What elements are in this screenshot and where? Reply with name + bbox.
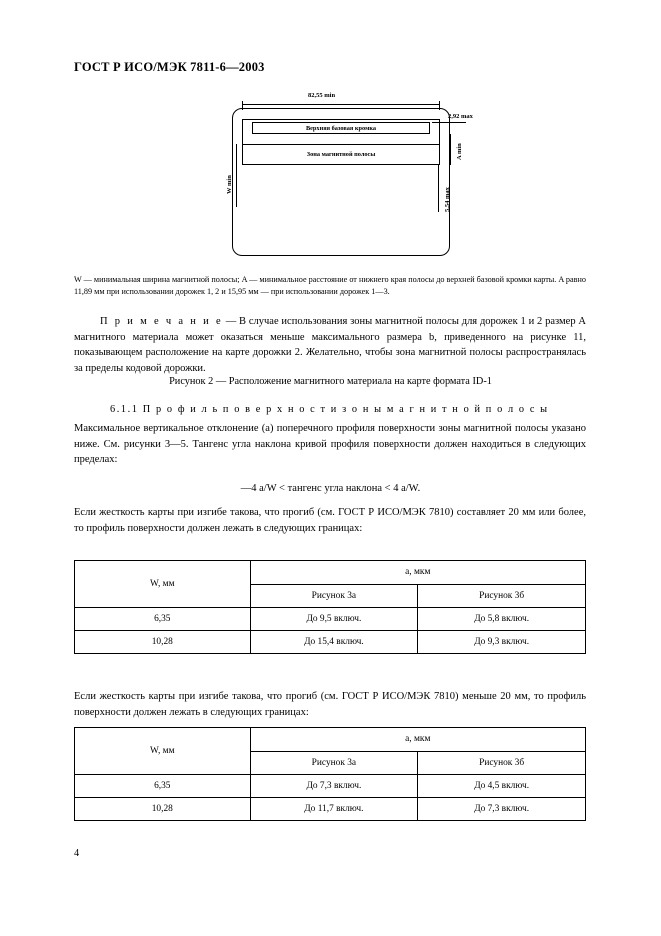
dimension-line-bottom-right: [438, 165, 439, 212]
note-text: — В случае использования зоны магнитной полосы для дорожек 1 и 2 размер A магнитного материала может оказаться меньше максимального размера b, приведенного на рисунке 11, показывающем расположение на карте дорожки 2. Желательно, чтобы зона магнитной полосы распространялась за пределы кодовой дорожки.: [74, 316, 586, 374]
figure-legend: W — минимальная ширина магнитной полосы; A — минимальное расстояние от нижнего края полосы до верхней базовой кромки карты. A равно 11,89 мм при использовании дорожек 1, 2 и 15,95 мм — при использовании дорожек 1—3.: [74, 275, 586, 296]
top-base-edge-box: [252, 122, 430, 134]
top-base-edge-label: Верхняя базовая кромка: [305, 124, 377, 132]
table2-row1-w: 10,28: [75, 798, 251, 821]
table-row: [75, 608, 586, 631]
figure-id1-card-diagram: [200, 82, 500, 267]
table1-row1-a1: До 15,4 включ.: [250, 631, 418, 654]
table1-header-w: W, мм: [75, 561, 251, 608]
table1-row0-w: 6,35: [75, 608, 251, 631]
table-profile-limits-2: [74, 727, 586, 821]
section-heading: 6.1.1 П р о ф и л ь п о в е р х н о с т и з о н ы м а г н и т н о й п о л о с ы: [110, 404, 549, 415]
table2-subheader-fig3b: Рисунок 3б: [418, 751, 586, 775]
dimension-label-right-top: 2,92 max: [448, 113, 473, 120]
section-body-paragraph: [74, 421, 586, 468]
table2-row1-a1: До 11,7 включ.: [250, 798, 418, 821]
dimension-label-a: A min: [456, 143, 463, 160]
table-row: [75, 775, 586, 798]
page-header: ГОСТ Р ИСО/МЭК 7811-6—2003: [74, 60, 265, 74]
table2-row0-w: 6,35: [75, 775, 251, 798]
table1-header-a: a, мкм: [250, 561, 585, 585]
figure-caption: Рисунок 2 — Расположение магнитного материала на карте формата ID-1: [169, 376, 492, 387]
table-row: [75, 631, 586, 654]
magnetic-stripe-zone-label: Зона магнитной полосы: [306, 151, 376, 158]
stiffness-paragraph-1: [74, 505, 586, 536]
table2-subheader-fig3a: Рисунок 3а: [250, 751, 418, 775]
stiffness-text-2: Если жесткость карты при изгибе такова, что прогиб (см. ГОСТ Р ИСО/МЭК 7810) меньше 20 мм, то профиль поверхности должен лежать в следующих границах:: [74, 691, 586, 718]
table1-row1-w: 10,28: [75, 631, 251, 654]
stiffness-text-1: Если жесткость карты при изгибе такова, что прогиб (см. ГОСТ Р ИСО/МЭК 7810) составляет 20 мм или более, то профиль поверхности должен лежать в следующих границах:: [74, 507, 586, 534]
table1-row0-a1: До 9,5 включ.: [250, 608, 418, 631]
note-paragraph: [74, 314, 586, 376]
dimension-label-bottom-right: 5,54 max: [444, 187, 451, 212]
table1-row1-a2: До 9,3 включ.: [418, 631, 586, 654]
table1-row0-a2: До 5,8 включ.: [418, 608, 586, 631]
table-row: [75, 561, 586, 585]
note-label: П р и м е ч а н и е: [100, 316, 223, 327]
formula-line: —4 a/W < тангенс угла наклона < 4 a/W.: [240, 483, 421, 494]
stiffness-paragraph-2: [74, 689, 586, 720]
table-row: [75, 728, 586, 752]
table-profile-limits-1: [74, 560, 586, 654]
table2-row0-a2: До 4,5 включ.: [418, 775, 586, 798]
dimension-label-width: 82,55 min: [308, 92, 336, 99]
dimension-label-w: W min: [226, 175, 233, 194]
page-number: 4: [74, 848, 80, 859]
section-body-text: Максимальное вертикальное отклонение (a) поперечного профиля поверхности зоны магнитной полосы указано ниже. См. рисунки 3—5. Тангенс угла наклона кривой профиля поверхности должен находиться в следующих пределах:: [74, 423, 586, 466]
table1-subheader-fig3a: Рисунок 3а: [250, 584, 418, 608]
table-row: [75, 798, 586, 821]
magnetic-stripe-zone-box: [242, 144, 440, 165]
table2-row0-a1: До 7,3 включ.: [250, 775, 418, 798]
table1-subheader-fig3b: Рисунок 3б: [418, 584, 586, 608]
dimension-line-a: [450, 134, 451, 165]
dimension-line-w: [236, 144, 237, 207]
dimension-line-top: [242, 104, 440, 105]
table2-header-a: a, мкм: [250, 728, 585, 752]
table2-row1-a2: До 7,3 включ.: [418, 798, 586, 821]
table2-header-w: W, мм: [75, 728, 251, 775]
